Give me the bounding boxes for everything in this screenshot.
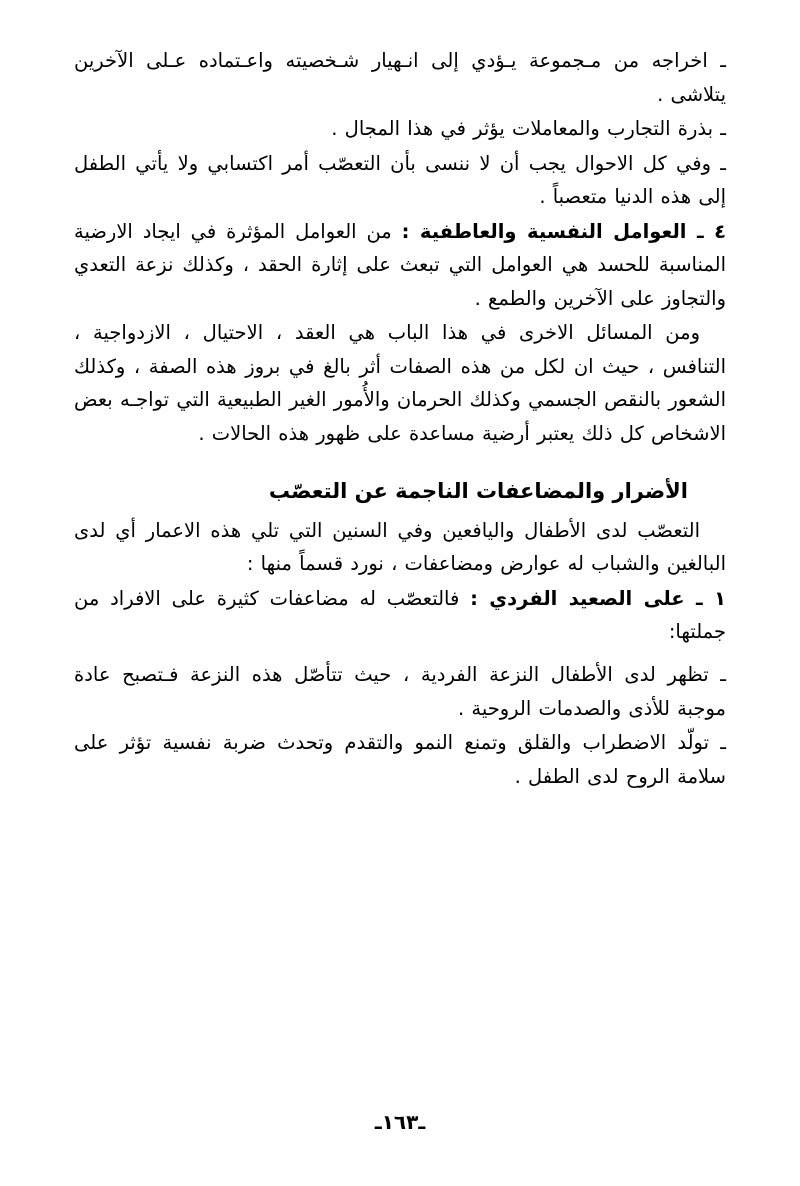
paragraph-3: ـ وفي كل الاحوال يجب أن لا ننسى بأن التعصّب أمر اكتسابي ولا يأتي الطفل إلى هذه الدنيا متعصباً .	[74, 151, 726, 209]
paragraph-7-lead: ١ ـ على الصعيد الفردي :	[470, 586, 726, 610]
paragraph-4	[74, 215, 726, 316]
paragraph-9: ـ تولّد الاضطراب والقلق وتمنع النمو والتقدم وتحدث ضربة نفسية تؤثر على سلامة الروح لدى الطفل .	[74, 731, 726, 788]
section-heading: الأضرار والمضاعفات الناجمة عن التعصّب	[268, 479, 688, 504]
page-content	[74, 44, 726, 1110]
page-number: ـ١٦٣ـ	[374, 1110, 426, 1134]
paragraph-1: ـ اخراجه من مـجموعة يـؤدي إلى انـهيار شـخصيته واعـتماده عـلى الآخرين يتلاشى .	[74, 49, 726, 106]
paragraph-5: ومن المسائل الاخرى في هذا الباب هي العقد ، الاحتيال ، الازدواجية ، التنافس ، حيث ان لكل من هذه الصفات أثر بالغ في بروز هذه الصفة ، وكذلك الشعور بالنقص الجسمي وكذلك الحرمان والأُمور الغير الطبيعية التي تواجـه بعض الاشخاص كل ذلك يعتبر أرضية مساعدة على ظهور هذه الحالات .	[74, 321, 726, 445]
paragraph-7-rest: فالتعصّب له مضاعفات كثيرة على الافراد من جملتها:	[74, 586, 726, 644]
paragraph-7	[74, 582, 726, 649]
paragraph-spacer	[74, 650, 726, 658]
paragraph-6: التعصّب لدى الأطفال واليافعين وفي السنين التي تلي هذه الاعمار أي لدى البالغين والشباب له عوارض ومضاعفات ، نورد قسماً منها :	[74, 518, 726, 576]
paragraph-4-lead: ٤ ـ العوامل النفسية والعاطفية :	[401, 219, 726, 243]
paragraph-2: ـ بذرة التجارب والمعاملات يؤثر في هذا المجال .	[331, 117, 726, 141]
paragraph-4-rest: من العوامل المؤثرة في ايجاد الارضية المناسبة للحسد هي العوامل التي تبعث على إثارة الحقد ، وكذلك نزعة التعدي والتجاوز على الآخرين والطمع .	[74, 219, 726, 310]
paragraph-8: ـ تظهر لدى الأطفال النزعة الفردية ، حيث تتأصّل هذه النزعة فـتصبح عادة موجبة للأذى والصدمات الروحية .	[74, 663, 726, 720]
